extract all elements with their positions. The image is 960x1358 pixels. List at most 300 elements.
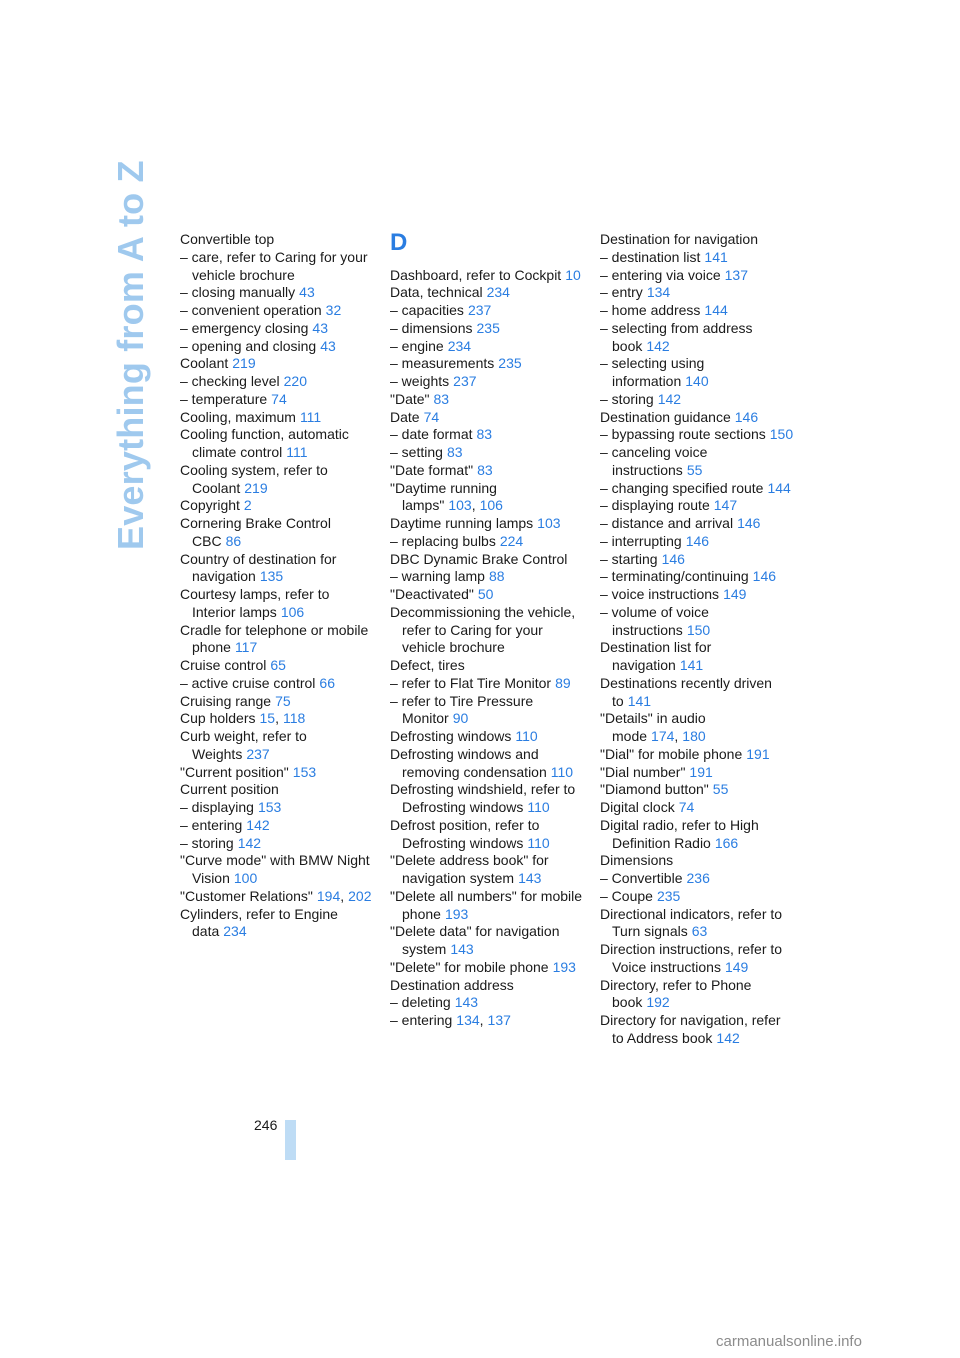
page-reference-link[interactable]: 86 [225, 532, 242, 549]
index-entry [180, 426, 376, 462]
index-term: – deleting [390, 994, 451, 1011]
page-reference-link[interactable]: 43 [320, 337, 336, 354]
page-reference-link[interactable]: 66 [319, 674, 335, 691]
index-term: "Date format" [390, 461, 474, 478]
index-subentry [600, 515, 796, 533]
page-reference-link[interactable]: 141 [627, 692, 652, 709]
index-term: – dimensions [390, 319, 473, 336]
index-term: Cooling function, automatic climate control [180, 426, 349, 460]
index-subentry [390, 568, 586, 586]
index-subentry [600, 249, 796, 267]
index-term: – date format [390, 426, 473, 443]
page-reference-link[interactable]: 153 [257, 799, 282, 815]
index-entry [180, 462, 376, 498]
index-subentry [390, 675, 586, 693]
index-subentry [390, 320, 586, 338]
page-reference-link[interactable]: 75 [275, 692, 291, 709]
index-entry [180, 764, 376, 782]
index-term: – temperature [180, 390, 268, 407]
index-entry [600, 817, 796, 853]
page-reference-link[interactable]: 140 [685, 373, 709, 389]
index-subentry [390, 355, 586, 373]
index-subentry [180, 320, 376, 338]
page-reference-link[interactable]: 237 [453, 373, 477, 389]
index-term: DBC Dynamic Brake Control [390, 550, 568, 567]
page-reference-link[interactable]: 149 [723, 586, 747, 602]
index-term: – refer to Flat Tire Monitor [390, 674, 552, 691]
index-term: – active cruise control [180, 674, 316, 691]
index-entry [180, 409, 376, 427]
index-term: "Dial number" [600, 763, 686, 780]
index-entry [600, 799, 796, 817]
index-entry [390, 977, 586, 995]
index-term: "Details" in audio mode [600, 710, 706, 744]
index-subentry [180, 249, 376, 285]
index-entry [180, 710, 376, 728]
index-term: "Delete address book" for navigation system [390, 852, 549, 886]
index-entry [180, 515, 376, 551]
index-subentry [600, 320, 796, 356]
index-entry [390, 391, 586, 409]
page-reference-link[interactable]: 111 [286, 444, 308, 460]
index-entry [390, 480, 586, 516]
index-subentry [600, 551, 796, 569]
page-reference-link[interactable]: 137 [487, 1012, 511, 1028]
index-subentry [600, 497, 796, 515]
index-term: – volume of voice instructions [600, 603, 709, 638]
index-subentry [600, 568, 796, 586]
index-term: – entering [390, 1012, 453, 1028]
page-reference-link[interactable]: 142 [646, 337, 670, 354]
page-reference-link[interactable]: 146 [737, 515, 761, 531]
page-ref-separator: , [674, 728, 679, 744]
index-entry [390, 817, 586, 853]
page-ref-separator: , [471, 497, 476, 514]
page-reference-link[interactable]: 235 [476, 319, 500, 336]
page-ref-separator: , [479, 1012, 484, 1028]
index-subentry [600, 426, 796, 444]
index-entry [390, 923, 586, 959]
page-number: 246 [254, 1117, 278, 1133]
page-reference-link[interactable]: 10 [565, 266, 581, 283]
index-entry [390, 515, 586, 533]
page-reference-link[interactable]: 134 [456, 1012, 480, 1028]
index-term: – replacing bulbs [390, 532, 496, 549]
index-subentry [600, 444, 796, 480]
index-entry [390, 284, 586, 302]
index-term: – refer to Tire Pressure Monitor [390, 692, 534, 727]
page-reference-link[interactable]: 15 [259, 710, 276, 727]
index-term: Destinations recently driven to [600, 674, 772, 709]
index-term: Destination for navigation [600, 231, 758, 247]
index-term: Destination list for navigation [600, 639, 712, 673]
index-entry [600, 764, 796, 782]
index-entry [390, 746, 586, 782]
index-subentry [600, 391, 796, 409]
index-term: Cradle for telephone or mobile phone [180, 621, 369, 656]
page-reference-link[interactable]: 83 [477, 461, 493, 478]
index-term: – displaying route [600, 497, 710, 514]
index-term: "Curve mode" with BMW Night Vision [180, 852, 370, 886]
index-subentry [600, 267, 796, 285]
page-reference-link[interactable]: 74 [271, 390, 287, 407]
page-reference-link[interactable]: 143 [454, 994, 479, 1011]
page-reference-link[interactable]: 118 [282, 710, 306, 727]
index-term: – storing [600, 390, 654, 407]
index-subentry [600, 586, 796, 604]
page-reference-link[interactable]: 146 [661, 550, 685, 567]
index-term: Directory for navigation, refer to Address book [600, 1012, 781, 1046]
page-reference-link[interactable]: 137 [724, 266, 748, 283]
page-reference-link[interactable]: 166 [714, 834, 739, 851]
index-term: "Customer Relations" [180, 887, 313, 904]
index-subentry [600, 480, 796, 498]
page-reference-link[interactable]: 103 [448, 497, 472, 514]
index-term: Directional indicators, refer to Turn signals [600, 905, 783, 940]
index-entry [600, 977, 796, 1013]
index-term: – warning lamp [390, 568, 485, 585]
page-reference-link[interactable]: 65 [270, 657, 286, 673]
index-subentry [390, 373, 586, 391]
index-term: Courtesy lamps, refer to Interior lamps [180, 586, 330, 620]
page-reference-link[interactable]: 89 [555, 674, 571, 691]
page-reference-link[interactable]: 111 [299, 408, 322, 425]
page-reference-link[interactable]: 63 [691, 923, 708, 940]
index-entry [180, 551, 376, 587]
index-subentry [600, 533, 796, 551]
index-entry [600, 675, 796, 711]
index-entry [180, 622, 376, 658]
page-reference-link[interactable]: 194 [316, 887, 341, 904]
index-term: Cup holders [180, 710, 256, 727]
index-entry [600, 409, 796, 427]
index-entry [600, 1012, 796, 1048]
page-reference-link[interactable]: 43 [299, 284, 315, 301]
page-reference-link[interactable]: 50 [477, 586, 494, 602]
index-term: – opening and closing [180, 337, 317, 354]
index-entry [600, 906, 796, 942]
page-reference-link[interactable]: 141 [704, 248, 728, 265]
index-entry [390, 959, 586, 977]
index-entry [600, 852, 796, 870]
page-marker-bar [285, 1120, 296, 1160]
index-term: – setting [390, 444, 443, 460]
index-subentry [180, 284, 376, 302]
index-term: – displaying [180, 799, 254, 815]
index-term: Defrosting windshield, refer to Defrosting windows [390, 781, 576, 815]
index-subentry [180, 391, 376, 409]
index-subentry [180, 338, 376, 356]
index-term: Digital radio, refer to High Definition Radio [600, 816, 759, 851]
index-entry [600, 710, 796, 746]
index-term: Defrosting windows [390, 728, 512, 744]
index-term: Cruising range [180, 692, 272, 709]
index-term: – starting [600, 550, 658, 567]
index-entry [390, 604, 586, 657]
page-reference-link[interactable]: 142 [246, 816, 270, 833]
page-reference-link[interactable]: 144 [704, 302, 728, 318]
index-term: Defrost position, refer to Defrosting windows [390, 816, 540, 851]
section-side-title: Everything from A to Z [110, 160, 151, 550]
index-column-2 [390, 231, 586, 1030]
index-term: "Deactivated" [390, 586, 474, 602]
index-term: Decommissioning the vehicle, refer to Caring for your vehicle brochure [390, 603, 576, 656]
index-term: Curb weight, refer to Weights [180, 728, 307, 762]
index-term: Cooling, maximum [180, 408, 296, 425]
page-ref-separator: , [275, 710, 279, 727]
page-reference-link[interactable]: 234 [223, 923, 247, 940]
page-reference-link[interactable]: 220 [283, 373, 307, 389]
page-reference-link[interactable]: 55 [712, 781, 729, 798]
index-term: Cruise control [180, 657, 267, 673]
index-term: – entering [180, 816, 243, 833]
index-entry [390, 409, 586, 427]
page-reference-link[interactable]: 146 [685, 532, 710, 549]
index-term: Destination address [390, 976, 514, 993]
index-term: – closing manually [180, 284, 296, 301]
index-term: "Delete all numbers" for mobile phone [390, 887, 583, 922]
index-subentry [180, 817, 376, 835]
index-term: – entry [600, 284, 643, 301]
index-term: – entering via voice [600, 266, 721, 283]
page-reference-link[interactable]: 234 [447, 337, 472, 354]
index-term: "Delete data" for navigation system [390, 923, 560, 957]
page-reference-link[interactable]: 192 [646, 994, 670, 1011]
index-entry [600, 231, 796, 249]
page-reference-link[interactable]: 202 [348, 887, 372, 904]
index-term: – emergency closing [180, 319, 309, 336]
index-term: Digital clock [600, 799, 675, 815]
page-reference-link[interactable]: 43 [312, 319, 328, 336]
page-reference-link[interactable]: 74 [678, 799, 695, 815]
index-subentry [600, 355, 796, 391]
index-entry [390, 852, 586, 888]
index-column-1 [180, 231, 376, 941]
page-reference-link[interactable]: 144 [767, 479, 791, 496]
index-term: Direction instructions, refer to Voice instructions [600, 941, 783, 975]
index-entry [390, 267, 586, 285]
page-reference-link[interactable]: 142 [237, 834, 262, 851]
index-entry [600, 941, 796, 977]
page-reference-link[interactable]: 237 [246, 745, 270, 762]
page-reference-link[interactable]: 193 [552, 958, 576, 975]
index-term: Defrosting windows and removing condensation [390, 745, 547, 780]
index-term: Convertible top [180, 231, 275, 247]
page-reference-link[interactable]: 193 [444, 905, 469, 922]
index-term: – care, refer to Caring for your vehicle brochure [180, 248, 368, 283]
index-entry [180, 497, 376, 515]
index-entry [390, 551, 586, 569]
index-term: – checking level [180, 373, 280, 389]
page-reference-link[interactable]: 141 [679, 657, 704, 673]
index-subentry [180, 799, 376, 817]
page-ref-separator: , [340, 887, 345, 904]
index-term: – terminating/continuing [600, 568, 749, 585]
index-term: – Coupe [600, 887, 653, 904]
index-entry [180, 888, 376, 906]
page-reference-link[interactable]: 142 [716, 1029, 740, 1046]
index-term: – selecting using information [600, 355, 705, 389]
index-subentry [390, 693, 586, 729]
index-term: Data, technical [390, 284, 483, 301]
index-subentry [390, 338, 586, 356]
index-entry [180, 586, 376, 622]
index-subentry [390, 426, 586, 444]
page-reference-link[interactable]: 147 [713, 497, 738, 514]
page-reference-link[interactable]: 146 [734, 408, 759, 425]
index-term: Destination guidance [600, 408, 731, 425]
index-term: Cooling system, refer to Coolant [180, 461, 328, 496]
index-subentry [180, 835, 376, 853]
index-entry [180, 657, 376, 675]
index-term: "Daytime running lamps" [390, 479, 497, 514]
index-entry [390, 728, 586, 746]
index-subentry [390, 302, 586, 320]
page-reference-link[interactable]: 191 [746, 745, 770, 762]
page-reference-link[interactable]: 88 [488, 568, 505, 585]
index-subentry [390, 533, 586, 551]
index-subentry [600, 302, 796, 320]
page-reference-link[interactable]: 234 [486, 284, 510, 301]
index-term: – selecting from address book [600, 319, 753, 354]
page-reference-link[interactable]: 235 [498, 355, 522, 372]
index-term: – engine [390, 337, 444, 354]
index-entry [390, 888, 586, 924]
index-term: – voice instructions [600, 586, 720, 602]
index-entry [390, 586, 586, 604]
index-subentry [180, 302, 376, 320]
index-entry [180, 852, 376, 888]
index-entry [180, 728, 376, 764]
page-reference-link[interactable]: 149 [724, 958, 749, 975]
index-column-3 [600, 231, 796, 1048]
page-reference-link[interactable]: 235 [656, 887, 681, 904]
index-term: Dimensions [600, 852, 674, 869]
index-term: "Dial" for mobile phone [600, 745, 743, 762]
index-entry [180, 231, 376, 249]
page-reference-link[interactable]: 236 [686, 870, 710, 886]
index-subentry [390, 444, 586, 462]
index-subentry [600, 888, 796, 906]
index-term: – interrupting [600, 532, 682, 549]
page-reference-link[interactable]: 150 [686, 621, 711, 638]
index-term: – Convertible [600, 870, 683, 886]
index-term: Cornering Brake Control CBC [180, 515, 331, 549]
page-reference-link[interactable]: 90 [452, 710, 469, 727]
page-reference-link[interactable]: 106 [479, 497, 503, 514]
page-reference-link[interactable]: 180 [682, 728, 706, 744]
page-reference-link[interactable]: 74 [423, 408, 440, 425]
index-term: – canceling voice instructions [600, 444, 708, 478]
page-reference-link[interactable]: 237 [467, 302, 492, 318]
page-reference-link[interactable]: 100 [233, 870, 258, 886]
page-reference-link[interactable]: 174 [651, 728, 675, 744]
page-reference-link[interactable]: 55 [686, 461, 703, 478]
page-reference-link[interactable]: 110 [527, 799, 550, 815]
page-reference-link[interactable]: 224 [499, 532, 524, 549]
index-entry [600, 639, 796, 675]
index-term: Directory, refer to Phone book [600, 976, 752, 1011]
index-term: – convenient operation [180, 302, 322, 318]
index-term: "Delete" for mobile phone [390, 958, 549, 975]
index-subentry [180, 675, 376, 693]
index-entry [390, 781, 586, 817]
index-term: – distance and arrival [600, 515, 734, 531]
index-subentry [600, 284, 796, 302]
index-subentry [600, 604, 796, 640]
index-term: Coolant [180, 355, 229, 372]
index-term: "Diamond button" [600, 781, 709, 798]
index-term: Date [390, 408, 420, 425]
page-reference-link[interactable]: 143 [450, 941, 474, 957]
index-term: Defect, tires [390, 657, 465, 673]
index-term: Dashboard, refer to Cockpit [390, 266, 562, 283]
index-term: Copyright [180, 497, 240, 514]
index-entry [180, 781, 376, 799]
page-reference-link[interactable]: 110 [527, 834, 550, 851]
page-reference-link[interactable]: 150 [769, 426, 794, 443]
index-entry [180, 355, 376, 373]
index-term: Daytime running lamps [390, 515, 534, 531]
index-entry [390, 657, 586, 675]
page-reference-link[interactable]: 83 [476, 426, 493, 443]
index-term: – destination list [600, 248, 701, 265]
page-reference-link[interactable]: 134 [646, 284, 671, 301]
watermark: carmanualsonline.info [716, 1333, 862, 1350]
page-reference-link[interactable]: 146 [752, 568, 777, 585]
index-term: – measurements [390, 355, 495, 372]
index-term: – changing specified route [600, 479, 764, 496]
page-reference-link[interactable]: 219 [244, 479, 268, 496]
page-reference-link[interactable]: 153 [292, 763, 317, 780]
index-entry [600, 781, 796, 799]
index-letter-heading: D [390, 229, 408, 256]
index-entry [180, 906, 376, 942]
index-subentry [600, 870, 796, 888]
index-term: – bypassing route sections [600, 426, 766, 443]
page-reference-link[interactable]: 103 [537, 515, 561, 531]
index-subentry [390, 1012, 586, 1030]
page-reference-link[interactable]: 142 [657, 390, 682, 407]
index-term: "Current position" [180, 763, 289, 780]
page-reference-link[interactable]: 191 [689, 763, 713, 780]
page-reference-link[interactable]: 135 [259, 568, 284, 585]
page-reference-link[interactable]: 110 [515, 728, 538, 744]
page-reference-link[interactable]: 110 [550, 763, 574, 780]
index-subentry [180, 373, 376, 391]
page-reference-link[interactable]: 32 [325, 302, 342, 318]
page-reference-link[interactable]: 83 [446, 444, 463, 460]
index-entry [180, 693, 376, 711]
page-reference-link[interactable]: 117 [234, 639, 258, 656]
index-term: – home address [600, 302, 701, 318]
page-reference-link[interactable]: 2 [243, 497, 252, 514]
page-reference-link[interactable]: 83 [433, 390, 450, 407]
index-term: Country of destination for navigation [180, 550, 337, 585]
page-reference-link[interactable]: 219 [232, 355, 256, 372]
index-term: Current position [180, 781, 279, 798]
page-reference-link[interactable]: 143 [518, 870, 542, 886]
index-term: – weights [390, 373, 450, 389]
index-subentry [390, 994, 586, 1012]
index-term: – storing [180, 834, 234, 851]
index-term: Cylinders, refer to Engine data [180, 905, 338, 940]
index-entry [600, 746, 796, 764]
index-term: – capacities [390, 302, 464, 318]
page-reference-link[interactable]: 106 [280, 603, 305, 620]
index-term: "Date" [390, 390, 430, 407]
index-entry [390, 462, 586, 480]
